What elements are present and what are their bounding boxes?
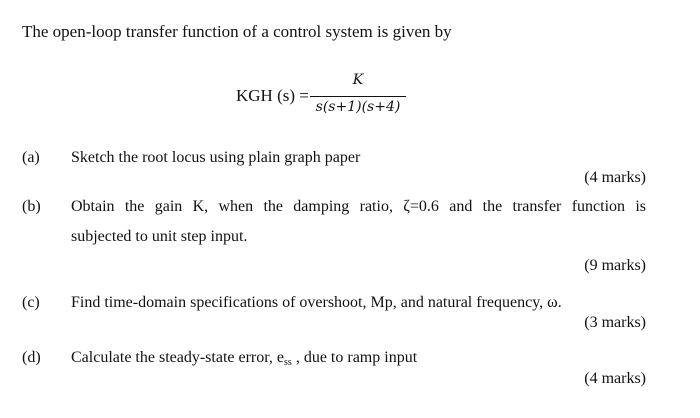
question-c-text: Find time-domain specifications of overshoot, Mp, and natural frequency, ω.	[71, 294, 562, 311]
question-b-label: (b)	[22, 198, 41, 215]
question-b-text-line1: Obtain the gain K, when the damping ratio, ζ=0.6 and the transfer function is	[71, 198, 646, 215]
question-a-text: Sketch the root locus using plain graph paper	[71, 149, 361, 166]
equation-numerator: K	[352, 72, 364, 88]
question-a-marks: (4 marks)	[584, 169, 646, 186]
question-a-label: (a)	[22, 149, 40, 166]
question-d-text-after: , due to ramp input	[291, 349, 418, 366]
question-c-marks: (3 marks)	[584, 314, 646, 331]
question-d-label: (d)	[22, 349, 41, 366]
question-c-label: (c)	[22, 294, 40, 311]
fraction-bar	[310, 96, 406, 97]
transfer-function-fraction	[308, 72, 408, 122]
question-d-text-before: Calculate the steady-state error, e	[71, 349, 285, 366]
problem-intro: The open-loop transfer function of a control system is given by	[22, 22, 452, 41]
question-d-ess-subscript: ss	[284, 357, 292, 368]
equation-lhs: KGH (s) =	[236, 86, 309, 105]
question-b-marks: (9 marks)	[584, 257, 646, 274]
question-d-marks: (4 marks)	[584, 370, 646, 387]
question-d-text	[71, 349, 417, 368]
question-b-text-line2: subjected to unit step input.	[71, 228, 248, 245]
equation-denominator: s(s+1)(s+4)	[315, 99, 401, 115]
